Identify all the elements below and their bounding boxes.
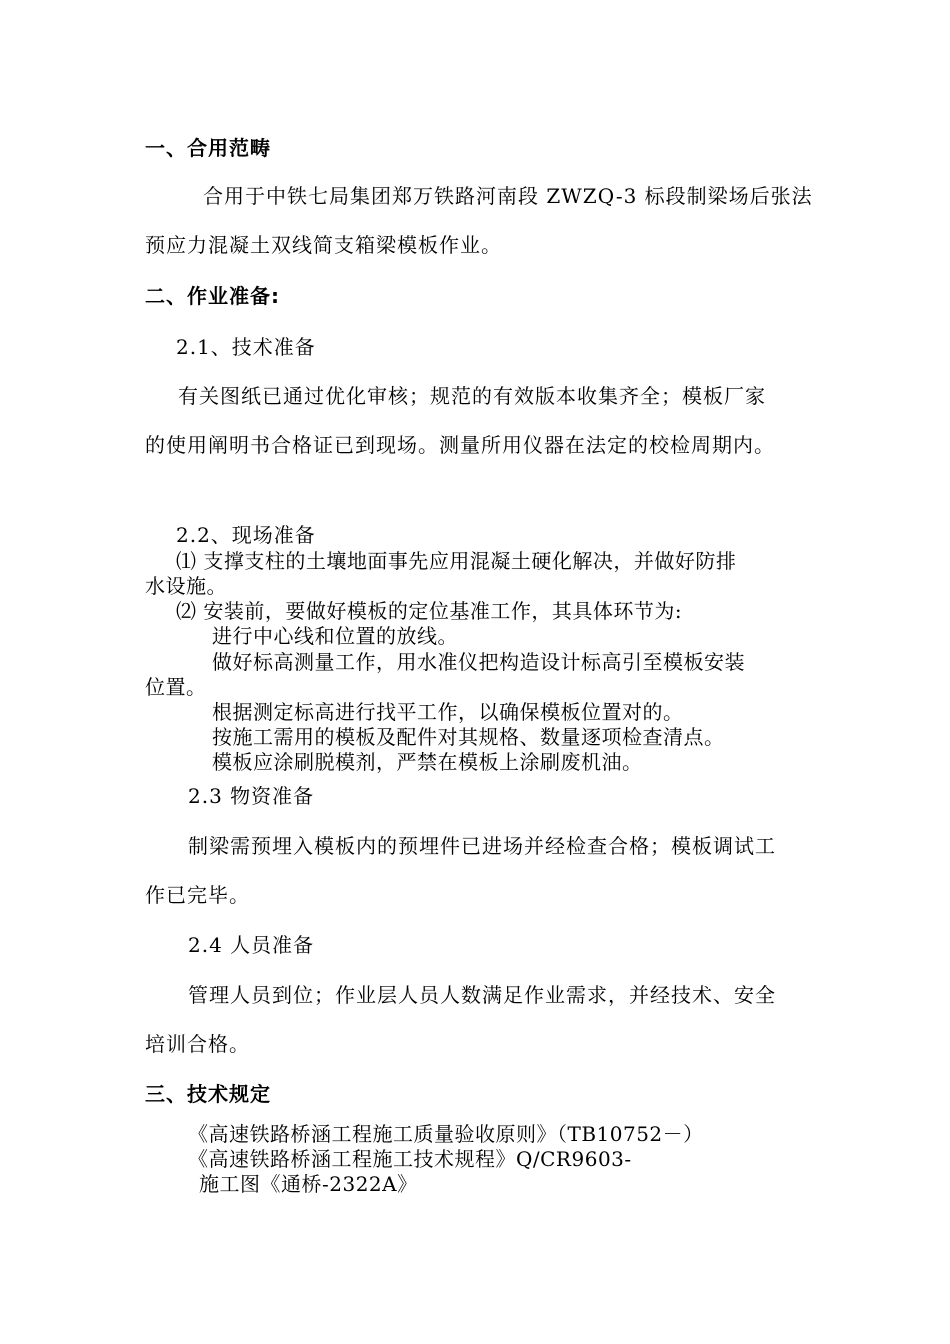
reference-1: 《高速铁路桥涵工程施工质量验收原则》（TB10752－）: [188, 1122, 704, 1146]
site-step4: 按施工需用的模板及配件对其规格、数量逐项检查清点。: [212, 725, 725, 749]
scope-paragraph-line1: 合用于中铁七局集团郑万铁路河南段 ZWZQ-3 标段制梁场后张法: [203, 184, 813, 208]
materials-paragraph-line2: 作已完毕。: [145, 883, 250, 907]
site-step2-line2: 位置。: [145, 675, 207, 699]
technical-paragraph-line1: 有关图纸已通过优化审核；规范的有效版本收集齐全；模板厂家: [178, 384, 766, 408]
subsection-title-site: 2.2、现场准备: [176, 523, 316, 547]
section-heading-technical-requirements: 三、技术规定: [145, 1082, 271, 1106]
materials-paragraph-line1: 制梁需预埋入模板内的预埋件已进场并经检查合格；模板调试工: [188, 834, 776, 858]
technical-paragraph-line2: 的使用阐明书合格证已到现场。测量所用仪器在法定的校检周期内。: [145, 433, 775, 457]
site-step1: 进行中心线和位置的放线。: [212, 624, 458, 648]
reference-3: 施工图《通桥-2322A》: [199, 1172, 418, 1196]
subsection-title-technical: 2.1、技术准备: [176, 335, 316, 359]
personnel-paragraph-line1: 管理人员到位；作业层人员人数满足作业需求，并经技术、安全: [188, 983, 776, 1007]
section-heading-preparation: 二、作业准备:: [145, 284, 280, 308]
reference-2: 《高速铁路桥涵工程施工技术规程》Q/CR9603-: [188, 1147, 632, 1171]
scope-paragraph-line2: 预应力混凝土双线简支箱梁模板作业。: [145, 233, 502, 257]
site-step3: 根据测定标高进行找平工作，以确保模板位置对的。: [212, 700, 684, 724]
subsection-title-materials: 2.3 物资准备: [188, 784, 315, 808]
subsection-title-personnel: 2.4 人员准备: [188, 933, 315, 957]
site-step5: 模板应涂刷脱模剂，严禁在模板上涂刷废机油。: [212, 750, 643, 774]
personnel-paragraph-line2: 培训合格。: [145, 1032, 250, 1056]
section-heading-scope: 一、合用范畴: [145, 136, 271, 160]
site-item2: ⑵ 安装前，要做好模板的定位基准工作，其具体环节为:: [176, 599, 683, 623]
site-item1-line2: 水设施。: [145, 574, 227, 598]
site-item1-line1: ⑴ 支撑支柱的土壤地面事先应用混凝土硬化解决，并做好防排: [176, 549, 737, 573]
site-step2-line1: 做好标高测量工作，用水准仪把构造设计标高引至模板安装: [212, 650, 745, 674]
